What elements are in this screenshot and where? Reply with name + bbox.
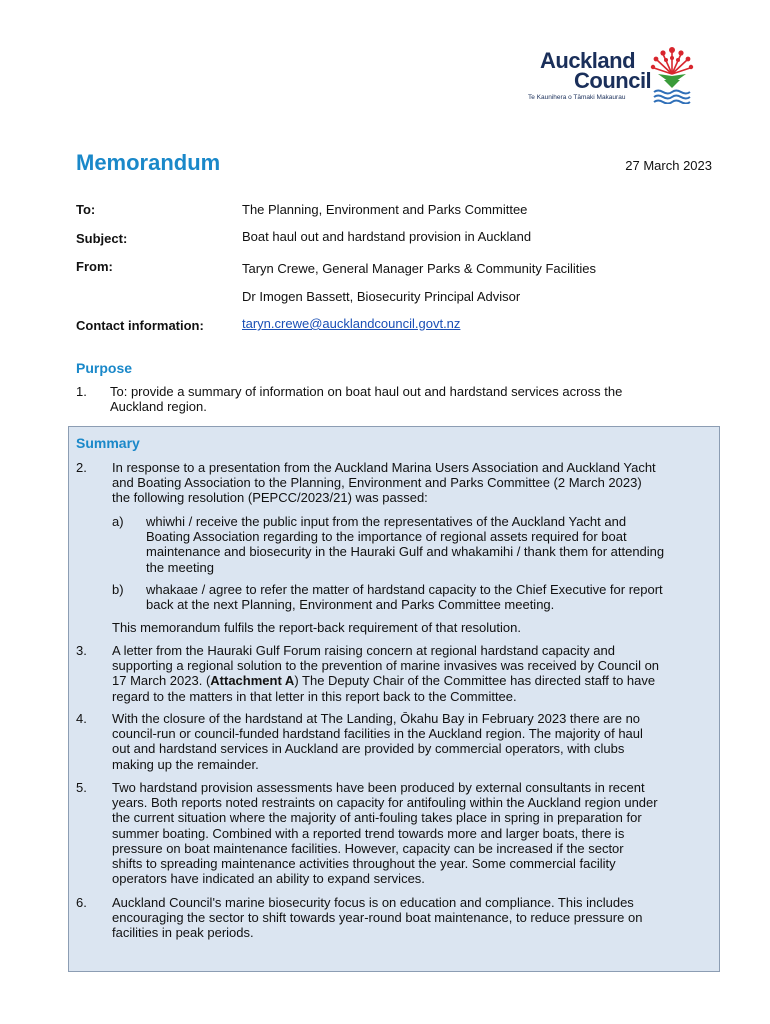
summary-heading: Summary [76, 435, 140, 451]
summary-paragraph-4: With the closure of the hardstand at The Landing, Ōkahu Bay in February 2023 there are no council-run or council-funded hardstand facilities in the Auckland region. The majority of haul out and hardstand services in Auckland are provided by commercial operators, with clubs making up the remainder. [112, 711, 643, 772]
subject-value: Boat haul out and hardstand provision in Auckland [242, 229, 532, 244]
summary-closing-line: This memorandum fulfils the report-back requirement of that resolution. [112, 620, 521, 635]
para-number: 1. [76, 384, 87, 399]
sub-item-label-b: b) [112, 582, 124, 597]
from-label: From: [76, 259, 113, 274]
to-label: To: [76, 202, 96, 217]
summary-paragraph-6: Auckland Council's marine biosecurity focus is on education and compliance. This includes encouraging the sector to shift towards year-round boat maintenance, to reduce pressure on facilities in peak periods. [112, 895, 643, 941]
para-number: 3. [76, 643, 87, 658]
from-value-2: Dr Imogen Bassett, Biosecurity Principal Advisor [242, 289, 521, 304]
para-number: 4. [76, 711, 87, 726]
para-number: 2. [76, 460, 87, 475]
logo-text-auckland: Auckland [540, 48, 636, 73]
logo-text-council: Council [574, 68, 652, 93]
sub-item-b: whakaae / agree to refer the matter of hardstand capacity to the Chief Executive for report back at the next Planning, Environment and Parks Committee meeting. [146, 582, 663, 613]
contact-label: Contact information: [76, 318, 204, 333]
logo-tagline: Te Kaunihera o Tāmaki Makaurau [528, 94, 626, 101]
sub-item-a: whiwhi / receive the public input from the representatives of the Auckland Yacht and Boating Association regarding to the importance of regional assets required for boat maintenance and biosecurity in the Hauraki Gulf and whakamihi / thank them for attending the meeting [146, 514, 665, 575]
para-number: 5. [76, 780, 87, 795]
summary-paragraph-5: Two hardstand provision assessments have been produced by external consultants in recent years. Both reports noted restraints on capacity for antifouling within the Auckland region under the current situation where the majority of anti-fouling takes place in spring in preparation for summer boating. Combined with a reported trend towards more and larger boats, there is pressure on boat maintenance facilities. However, capacity can be increased if the sector shifts to spreading maintenance activities throughout the year. Some commercial facility operators have indicated an ability to expand services. [112, 780, 658, 887]
contact-email-link[interactable]: taryn.crewe@aucklandcouncil.govt.nz [242, 316, 461, 331]
attachment-a-reference: Attachment A [210, 673, 295, 689]
to-value: The Planning, Environment and Parks Committee [242, 202, 528, 217]
page-title: Memorandum [76, 150, 221, 175]
summary-paragraph-3: A letter from the Hauraki Gulf Forum raising concern at regional hardstand capacity and supporting a regional solution to the prevention of marine invasives was received by Council on 17 March 2023. (Attachment A) The Deputy Chair of the Committee has directed staff to have regard to the matters in that letter in this report back to the Committee. [112, 643, 660, 704]
from-value-1: Taryn Crewe, General Manager Parks & Community Facilities [242, 261, 597, 276]
summary-paragraph-2: In response to a presentation from the Auckland Marina Users Association and Auckland Yacht and Boating Association to the Planning, Environment and Parks Committee (2 March 2023) the following resolution (PEPCC/2023/21) was passed: [112, 460, 656, 506]
sub-item-label-a: a) [112, 514, 124, 529]
purpose-heading: Purpose [76, 360, 133, 376]
memo-date: 27 March 2023 [625, 158, 712, 173]
purpose-paragraph: To: provide a summary of information on boat haul out and hardstand services across the Auckland region. [110, 384, 623, 415]
auckland-council-logo [528, 44, 700, 106]
pohutukawa-flower-icon [644, 44, 700, 104]
para-number: 6. [76, 895, 87, 910]
subject-label: Subject: [76, 231, 128, 246]
